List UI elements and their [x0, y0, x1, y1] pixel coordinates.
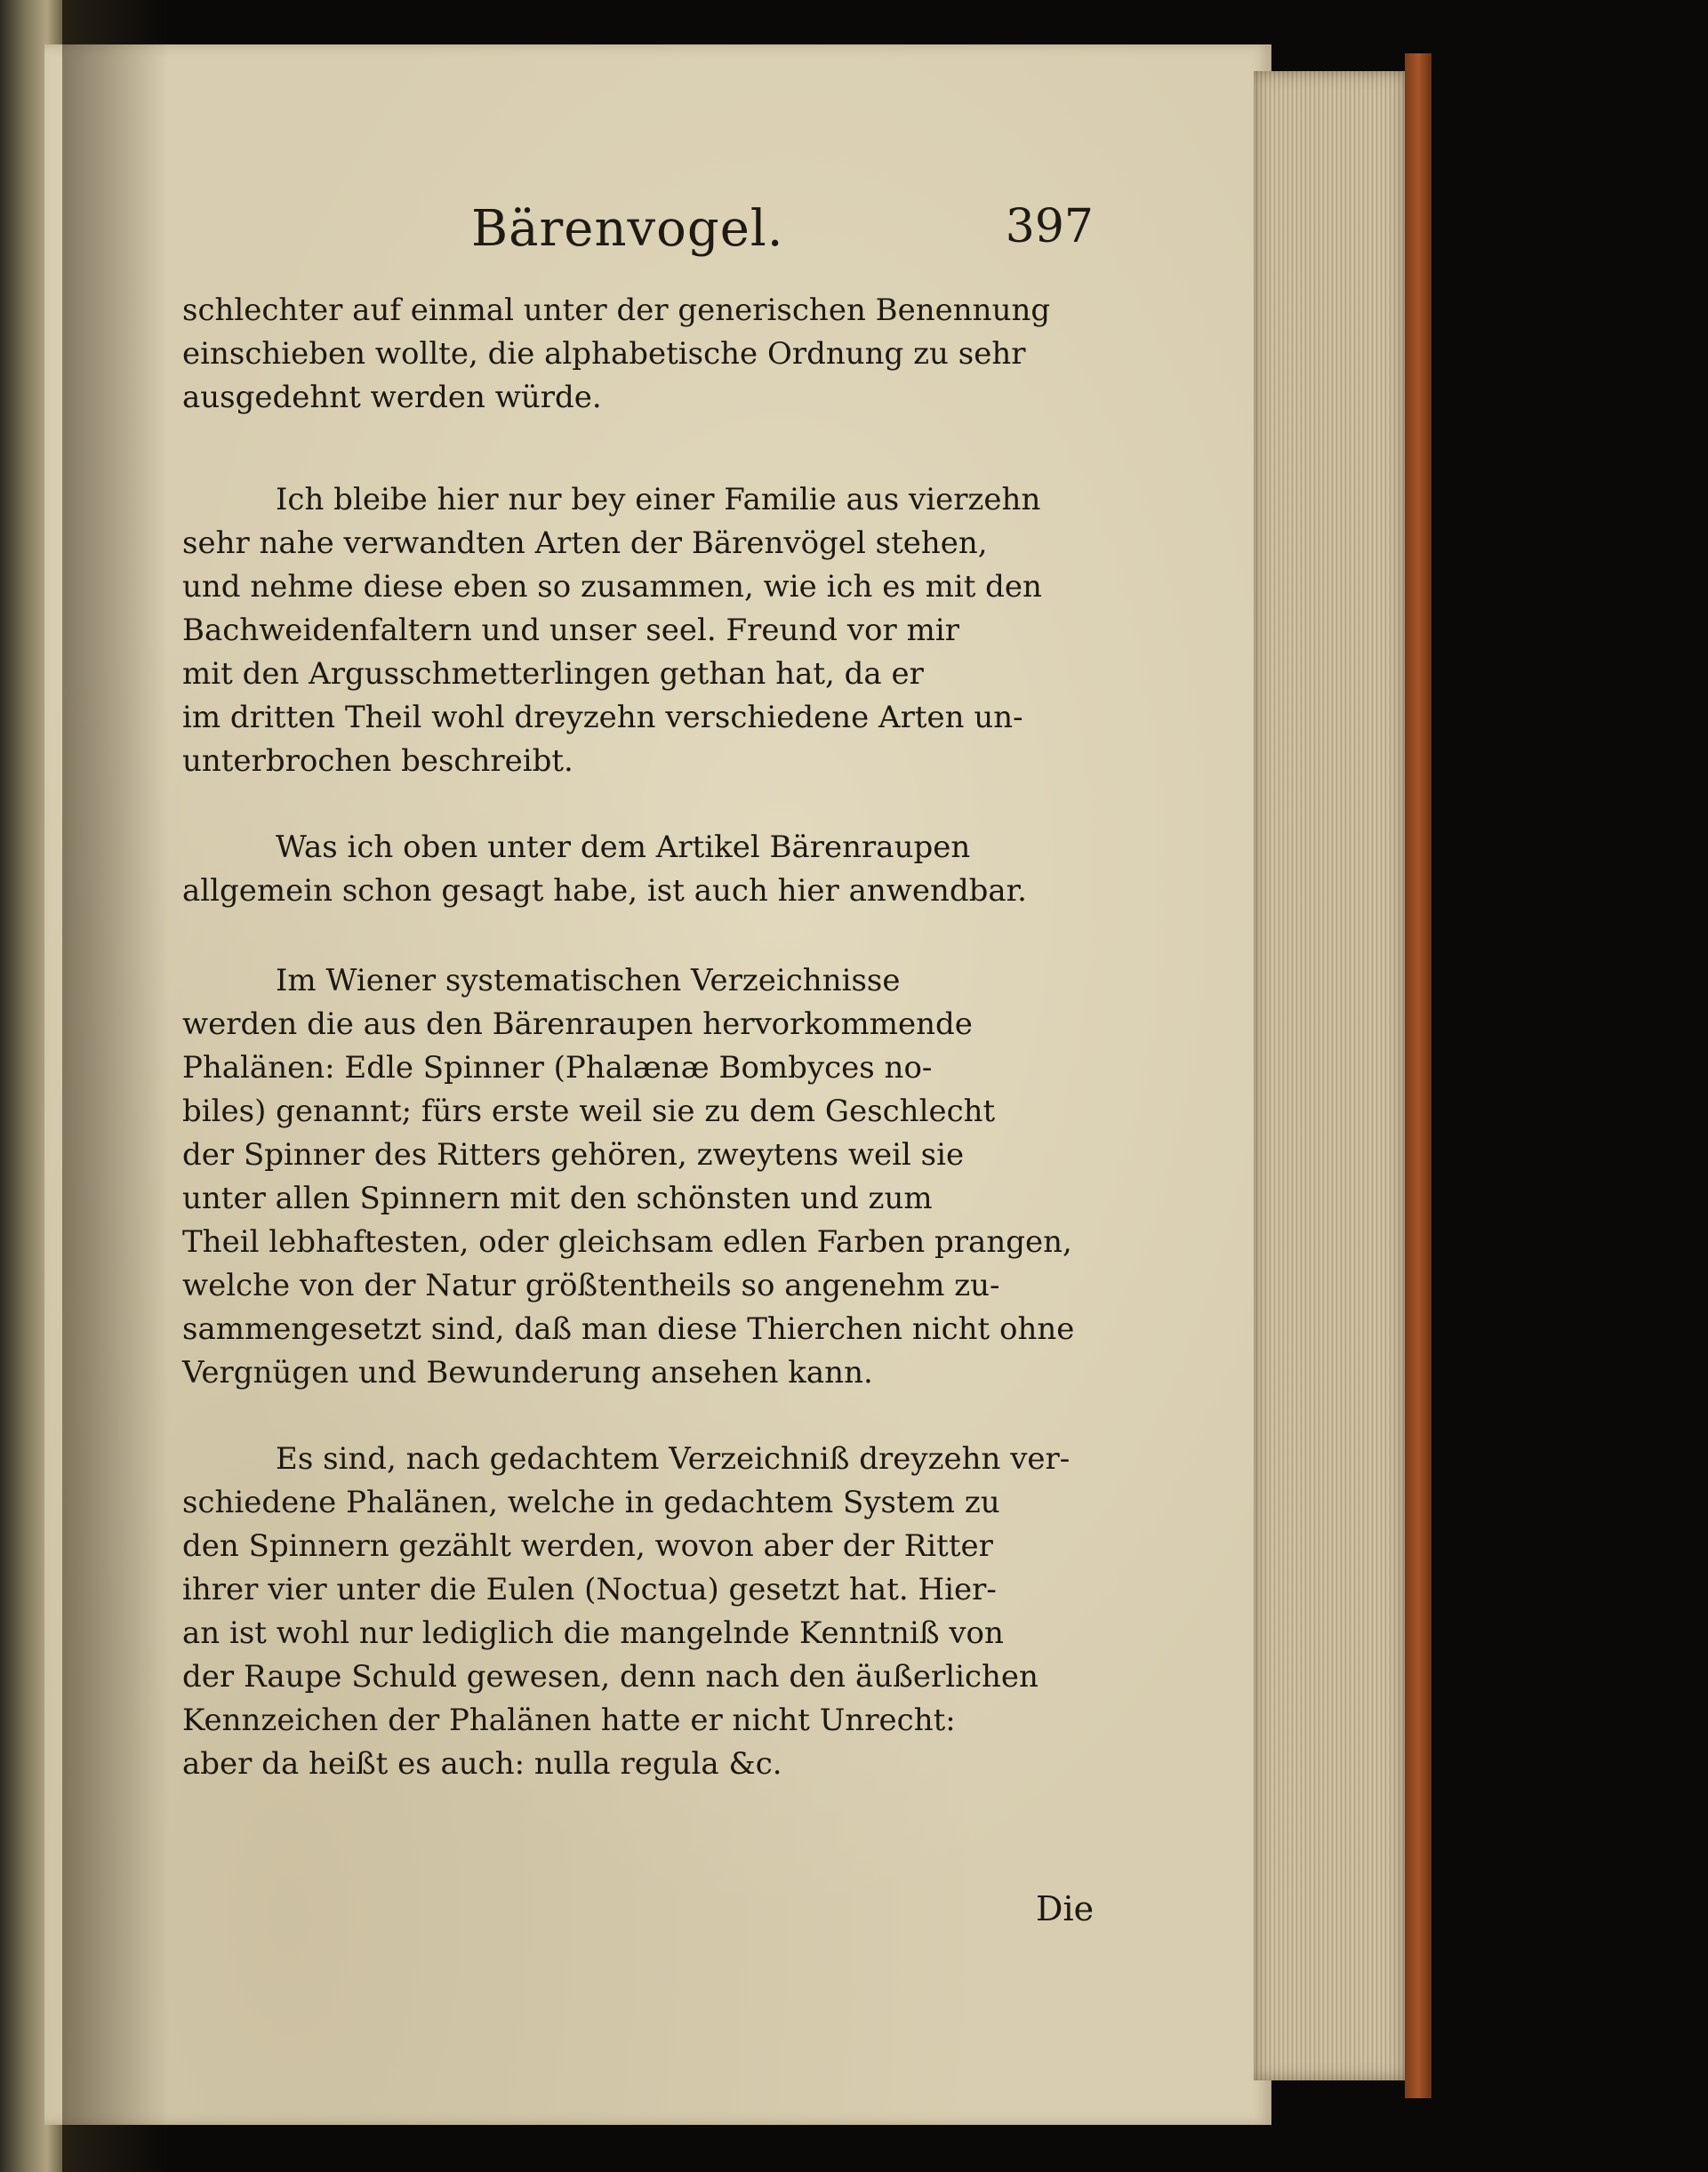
book-cover-edge [1405, 53, 1431, 2098]
text-line: welche von der Natur größtentheils so angenehm zu- [182, 1268, 1000, 1303]
paragraph-1 [182, 289, 1089, 420]
paragraph-2 [182, 478, 1089, 783]
text-block [182, 289, 1089, 1786]
text-line: den Spinnern gezählt werden, wovon aber der Ritter [182, 1528, 993, 1564]
text-line: unter allen Spinnern mit den schönsten und zum [182, 1181, 933, 1216]
text-line: an ist wohl nur lediglich die mangelnde Kenntniß von [182, 1615, 1004, 1651]
paragraph-3 [182, 826, 1089, 913]
running-head-title: Bärenvogel. [471, 200, 784, 258]
text-line: schiedene Phalänen, welche in gedachtem System zu [182, 1485, 1000, 1520]
text-line: Es sind, nach gedachtem Verzeichniß dreyzehn ver- [276, 1441, 1071, 1477]
text-line: ausgedehnt werden würde. [182, 380, 602, 415]
text-line: Was ich oben unter dem Artikel Bärenraupen [276, 830, 971, 865]
text-line: Theil lebhaftesten, oder gleichsam edlen Farben prangen, [182, 1224, 1072, 1260]
text-line: Kennzeichen der Phalänen hatte er nicht Unrecht: [182, 1703, 956, 1738]
text-line: unterbrochen beschreibt. [182, 743, 573, 779]
text-line: Im Wiener systematischen Verzeichnisse [276, 963, 901, 998]
text-line: mit den Argusschmetterlingen gethan hat, da er [182, 656, 924, 692]
page-stack-edge [1254, 71, 1405, 2080]
text-line: im dritten Theil wohl dreyzehn verschiedene Arten un- [182, 700, 1023, 735]
text-line: sehr nahe verwandten Arten der Bärenvögel stehen, [182, 525, 988, 561]
text-line: der Spinner des Ritters gehören, zweytens weil sie [182, 1137, 965, 1173]
spine-shadow [62, 0, 169, 2172]
text-line: Ich bleibe hier nur bey einer Familie aus vierzehn [276, 482, 1041, 517]
text-line: werden die aus den Bärenraupen hervorkommende [182, 1006, 973, 1042]
catchword: Die [1036, 1889, 1095, 1928]
text-line: schlechter auf einmal unter der generischen Benennung [182, 293, 1051, 328]
text-line: ihrer vier unter die Eulen (Noctua) gesetzt hat. Hier- [182, 1572, 997, 1607]
text-line: Phalänen: Edle Spinner (Phalænæ Bombyces no- [182, 1050, 933, 1086]
text-line: der Raupe Schuld gewesen, denn nach den äußerlichen [182, 1659, 1038, 1695]
paragraph-5 [182, 1438, 1089, 1786]
text-line: sammengesetzt sind, daß man diese Thierchen nicht ohne [182, 1311, 1075, 1347]
running-head [204, 200, 1094, 271]
text-line: und nehme diese eben so zusammen, wie ich es mit den [182, 569, 1042, 605]
text-line: einschieben wollte, die alphabetische Ordnung zu sehr [182, 336, 1026, 372]
text-line: biles) genannt; fürs erste weil sie zu dem Geschlecht [182, 1094, 996, 1129]
text-line: allgemein schon gesagt habe, ist auch hier anwendbar. [182, 873, 1027, 909]
text-line: Bachweidenfaltern und unser seel. Freund vor mir [182, 613, 959, 648]
text-line: aber da heißt es auch: nulla regula &c. [182, 1746, 782, 1782]
paragraph-4 [182, 959, 1089, 1395]
page-number: 397 [1005, 200, 1094, 253]
text-line: Vergnügen und Bewunderung ansehen kann. [182, 1355, 873, 1391]
